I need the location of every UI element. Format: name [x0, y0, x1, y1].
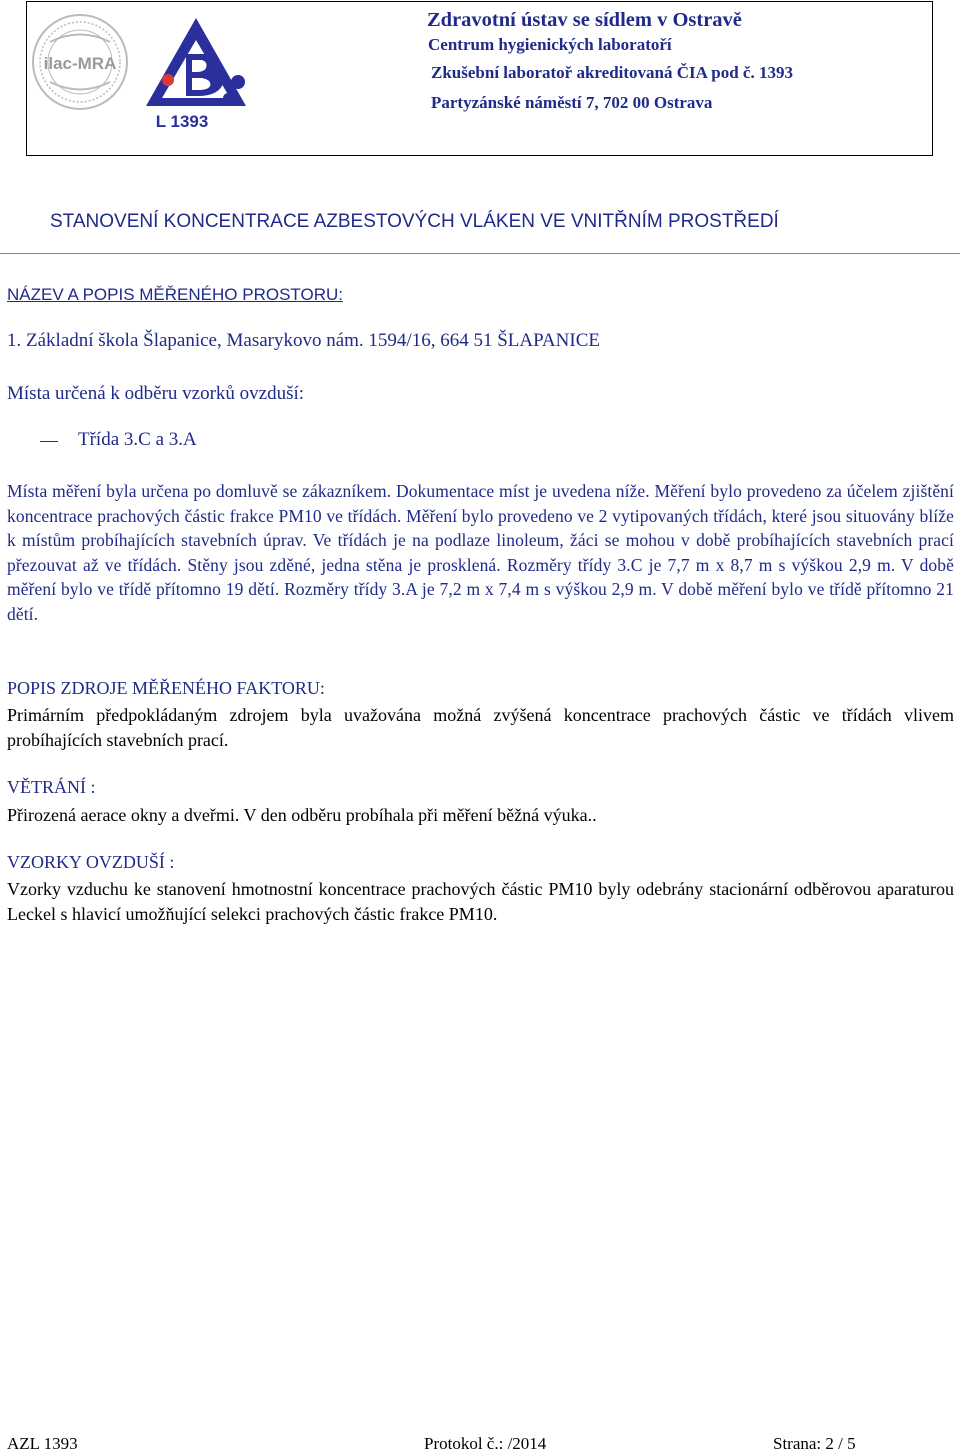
ventilation-paragraph: Přirozená aerace okny a dveřmi. V den odběru probíhala při měření běžná výuka.. [7, 805, 597, 825]
space-name: 1. Základní škola Šlapanice, Masarykovo nám. 1594/16, 664 51 ŠLAPANICE [7, 330, 600, 351]
source-paragraph: Primárním předpokládaným zdrojem byla uvažována možná zvýšená koncentrace prachových částic ve třídách vlivem probíhajících stavebních prací. [7, 705, 954, 750]
center-name: Centrum hygienických laboratoří [428, 35, 672, 54]
footer-right: Strana: 2 / 5 [773, 1434, 856, 1453]
section-label: NÁZEV A POPIS MĚŘENÉHO PROSTORU: [7, 285, 343, 304]
list-dash [40, 441, 58, 442]
footer-left: AZL 1393 [7, 1434, 78, 1453]
cia-logo-code: L 1393 [155, 112, 209, 131]
title-divider [0, 253, 960, 254]
address-line: Partyzánské náměstí 7, 702 00 Ostrava [431, 93, 713, 112]
ilac-mra-logo [30, 12, 130, 112]
samples-heading: VZORKY OVZDUŠÍ : [7, 852, 175, 872]
ventilation-heading: VĚTRÁNÍ : [7, 777, 96, 797]
document-title: STANOVENÍ KONCENTRACE AZBESTOVÝCH VLÁKEN VE VNITŘNÍM PROSTŘEDÍ [50, 211, 779, 232]
description-paragraph: Místa měření byla určena po domluvě se zákazníkem. Dokumentace míst je uvedena níže. Měření bylo provedeno za účelem zjištění koncentrace prachových částic frakce PM10 ve třídách. Měření bylo provedeno ve 2 vytipovaných třídách, které jsou situovány blíže k místům probíhajících stavebních úprav. Ve třídách je na podlaze linoleum, žáci se mohou v době probíhajících stavebních prací přezouvat až ve třídách. Stěny jsou zděné, jedna stěna je prosklená. Rozměry třídy 3.C je 7,7 m x 8,7 m s výškou 2,9 m. V době měření bylo ve třídě přítomno 19 dětí. Rozměry třídy 3.A je 7,2 m x 7,4 m s výškou 2,9 m. V době měření bylo ve třídě přítomno 21 dětí. [7, 481, 954, 624]
ilac-logo-text: ilac-MRA [43, 54, 117, 73]
class-item: Třída 3.C a 3.A [78, 429, 197, 450]
cia-accreditation-logo [140, 14, 252, 132]
footer-center: Protokol č.: /2014 [424, 1434, 547, 1453]
institution-name: Zdravotní ústav se sídlem v Ostravě [427, 9, 742, 31]
samples-paragraph: Vzorky vzduchu ke stanovení hmotnostní koncentrace prachových částic PM10 byly odebrány stacionární odběrovou aparaturou Leckel s hlavicí umožňující selekci prachových částic frakce PM10. [7, 879, 954, 924]
source-heading: POPIS ZDROJE MĚŘENÉHO FAKTORU: [7, 678, 325, 698]
sampling-label: Místa určená k odběru vzorků ovzduší: [7, 383, 305, 404]
accreditation-line: Zkušební laboratoř akreditovaná ČIA pod č. 1393 [431, 63, 793, 82]
